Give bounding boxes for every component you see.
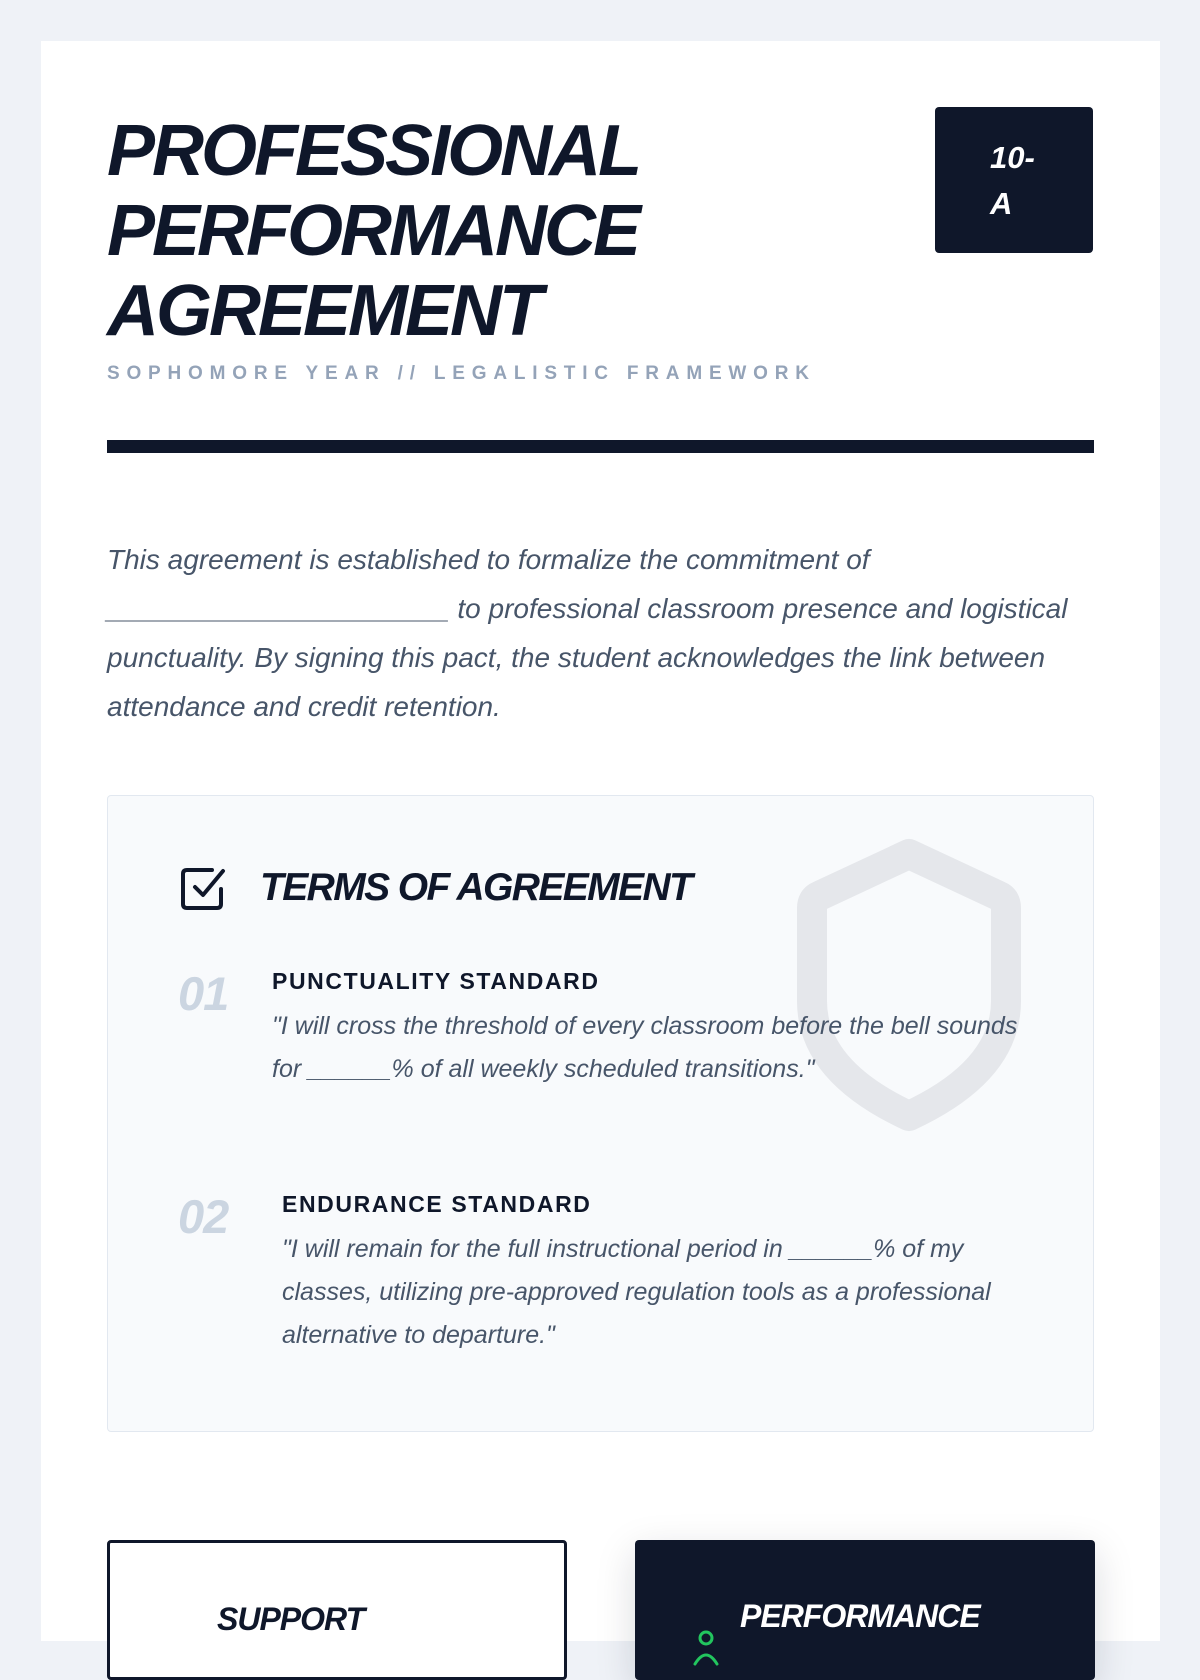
support-card (107, 1540, 567, 1680)
agreement-sheet (41, 41, 1160, 1641)
grade-badge (935, 107, 1093, 253)
intro-text-start: This agreement is established to formalize the commitment of (107, 544, 870, 575)
terms-panel (107, 795, 1094, 1432)
terms-title: TERMS OF AGREEMENT (260, 866, 692, 909)
page-title (107, 111, 639, 351)
badge-line-2: A (990, 186, 1013, 221)
term-body (272, 968, 1032, 1091)
term-title: PUNCTUALITY STANDARD (272, 968, 600, 994)
title-line-3: AGREEMENT (107, 271, 541, 351)
person-icon (691, 1628, 721, 1668)
term-text: "I will cross the threshold of every classroom before the bell sounds for ______% of all weekly scheduled transitions." (272, 1012, 1018, 1083)
header-divider (107, 440, 1094, 453)
page-subtitle: SOPHOMORE YEAR // LEGALISTIC FRAMEWORK (107, 363, 816, 384)
term-number: 01 (178, 967, 229, 1020)
student-name-blank[interactable]: ______________________ (107, 593, 450, 624)
intro-paragraph (107, 535, 1097, 731)
badge-line-1: 10- (990, 140, 1035, 175)
support-card-title: SUPPORT (217, 1601, 365, 1637)
term-title: ENDURANCE STANDARD (282, 1191, 592, 1217)
checkbox-icon (178, 863, 228, 913)
term-number: 02 (178, 1190, 229, 1243)
terms-header (178, 863, 691, 913)
term-body (282, 1191, 1042, 1357)
title-line-2: PERFORMANCE (107, 191, 639, 271)
performance-card (635, 1540, 1095, 1680)
title-line-1: PROFESSIONAL (107, 111, 640, 191)
intro-text-end: to professional classroom presence and logistical punctuality. By signing this pact, the student acknowledges the link between attendance and credit retention. (107, 593, 1068, 722)
title-block (107, 111, 639, 351)
term-text: "I will remain for the full instructional period in ______% of my classes, utilizing pre-approved regulation tools as a professional alternative to departure." (282, 1235, 991, 1349)
performance-card-title: PERFORMANCE (740, 1598, 980, 1634)
